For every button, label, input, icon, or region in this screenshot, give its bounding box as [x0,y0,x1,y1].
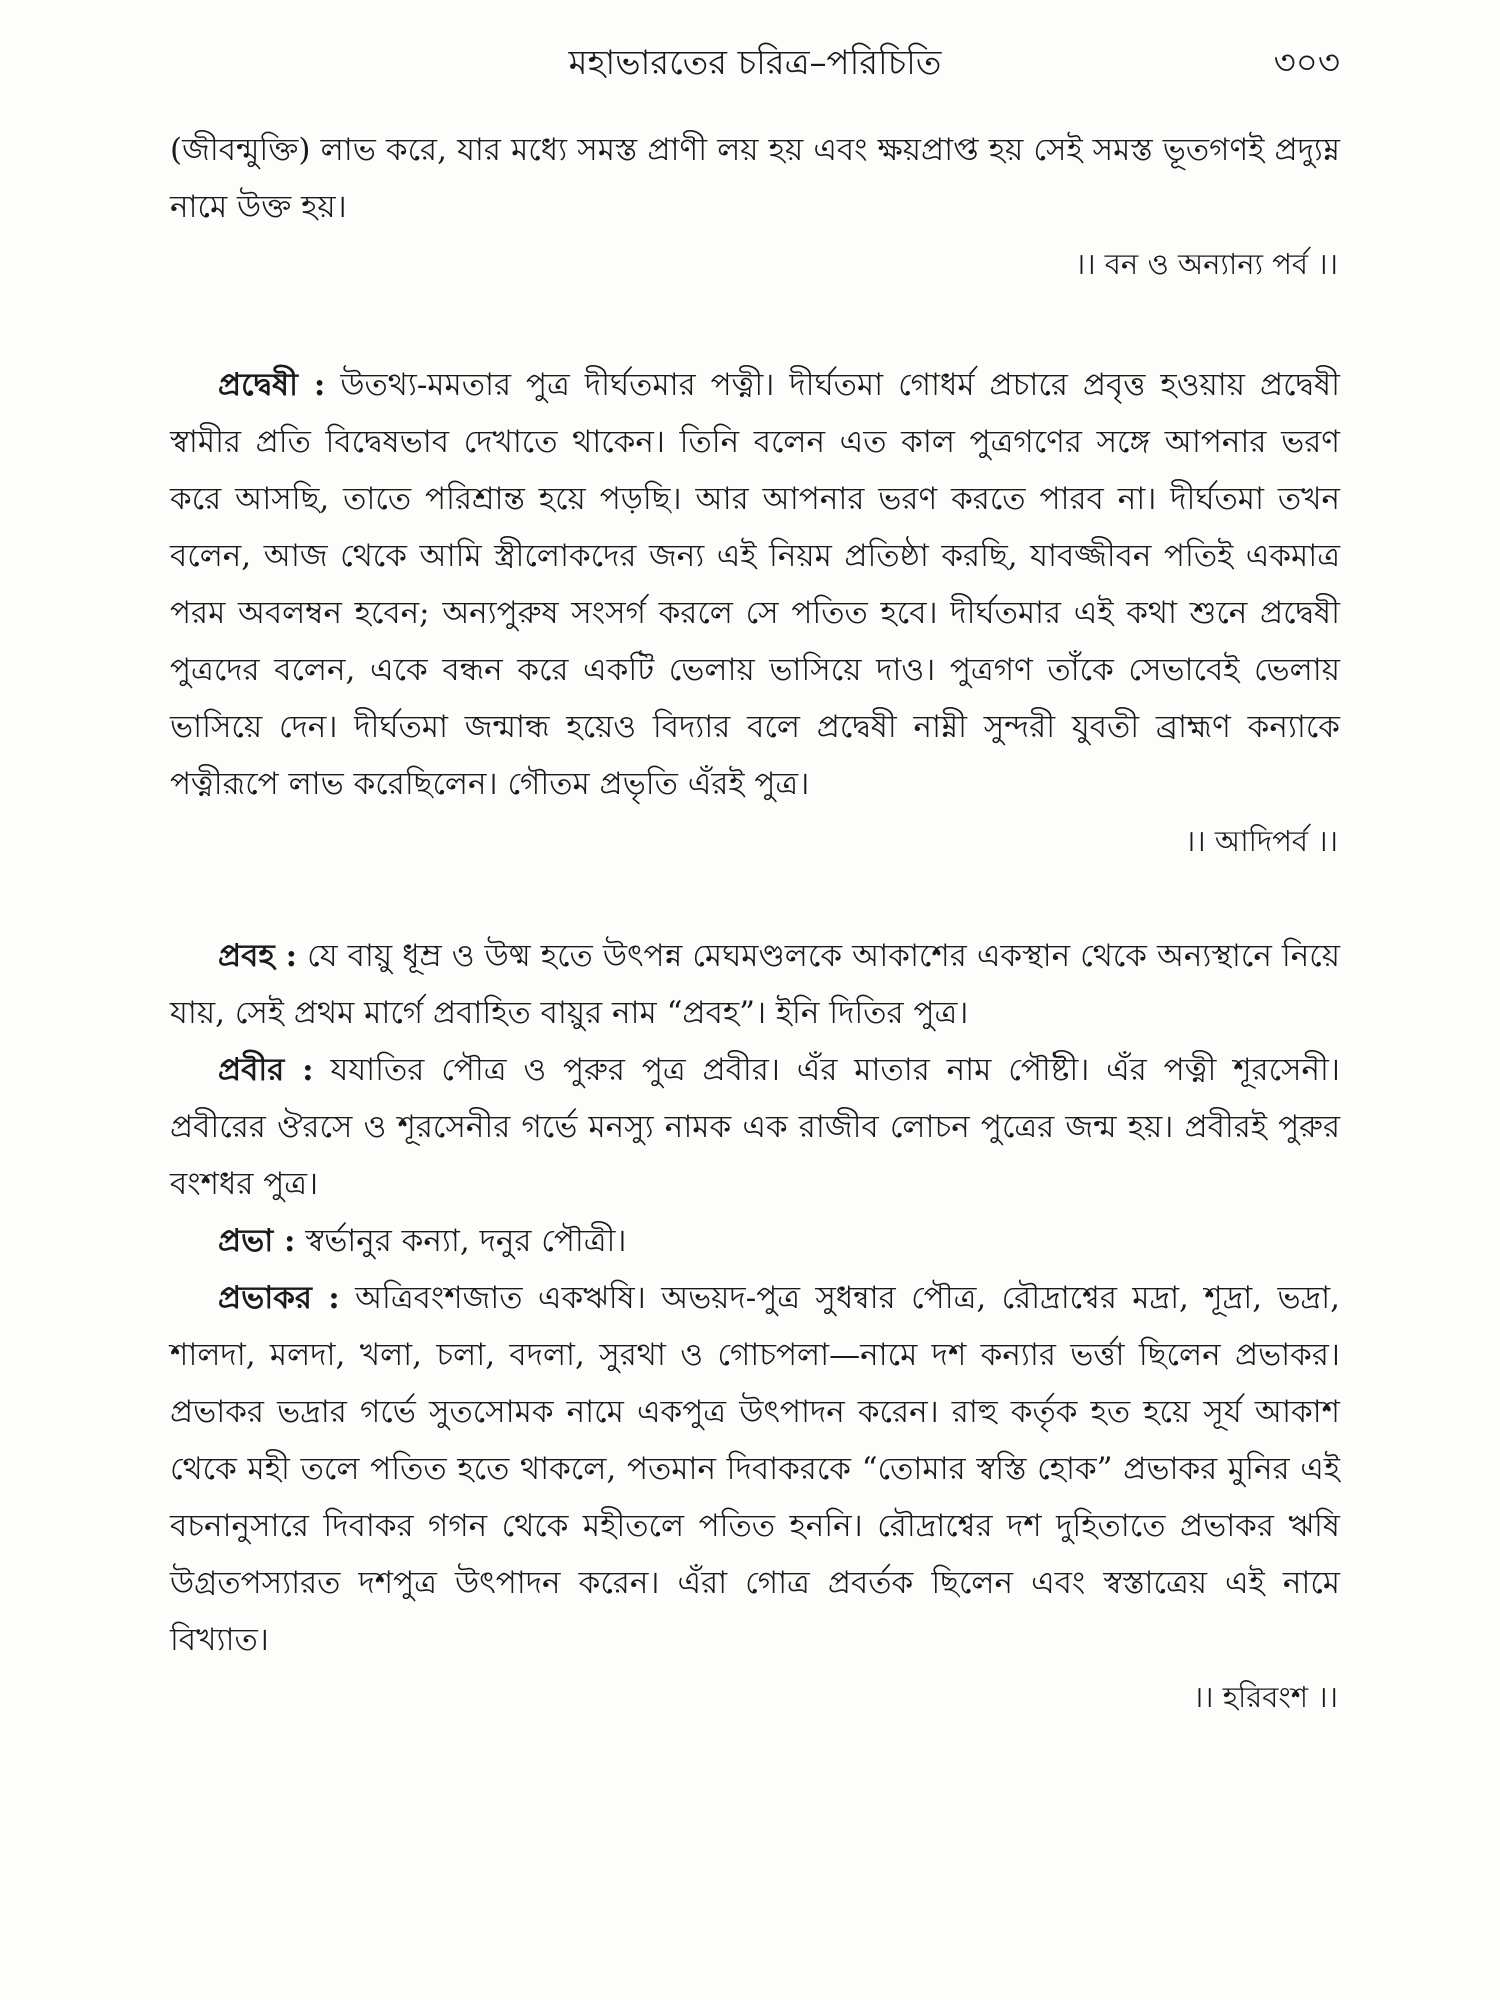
entry-text-prabhakar: অত্রিবংশজাত একঋষি। অভয়দ-পুত্র সুধন্বার পৌত্র, রৌদ্রাশ্বের মদ্রা, শূদ্রা, ভদ্রা, শালদা, মলদা, খলা, চলা, বদলা, সুরথা ও গোচপলা—নামে দশ কন্যার ভর্ত্তা ছিলেন প্রভাকর। প্রভাকর ভদ্রার গর্ভে সুতসোমক নামে একপুত্র উৎপাদন করেন। রাহু কর্তৃক হত হয়ে সূর্য আকাশ থেকে মহী তলে পতিত হতে থাকলে, পতমান দিবাকরকে “তোমার স্বস্তি হোক” প্রভাকর মুনির এই বচনানুসারে দিবাকর গগন থেকে মহীতলে পতিত হননি। রৌদ্রাশ্বের দশ দুহিতাতে প্রভাকর ঋষি উগ্রতপস্যারত দশপুত্র উৎপাদন করেন। এঁরা গোত্র প্রবর্তক ছিলেন এবং স্বস্তাত্রেয় এই নামে বিখ্যাত। [170,1280,1340,1658]
entry-prabha [170,1213,1340,1270]
headword-prabhakar: প্রভাকর : [218,1280,340,1316]
entry-praveer [170,1042,1340,1213]
headword-prabha: প্রভা : [218,1223,296,1259]
entry-text-prabha: স্বর্ভানুর কন্যা, দনুর পৌত্রী। [295,1223,627,1259]
entry-pradveshi [170,357,1340,813]
source-citation-adi-parva: ।। আদিপর্ব ।। [1184,824,1338,858]
running-title: মহাভারতের চরিত্র–পরিচিতি [568,43,942,83]
entry-text-pravaha: যে বায়ু ধূম্র ও উষ্ম হতে উৎপন্ন মেঘমণ্ডলকে আকাশের একস্থান থেকে অন্যস্থানে নিয়ে যায়, সেই প্রথম মার্গে প্রবাহিত বায়ুর নাম “প্রবহ”। ইনি দিতির পুত্র। [170,938,1340,1031]
headword-pravaha: প্রবহ : [218,938,298,974]
entry-prabhakar [170,1270,1340,1669]
source-citation-harivamsha: ।। হরিবংশ ।। [1192,1680,1338,1714]
entry-text-praveer: যযাতির পৌত্র ও পুরুর পুত্র প্রবীর। এঁর মাতার নাম পৌষ্টী। এঁর পত্নী শূরসেনী। প্রবীরের ঔরসে ও শূরসেনীর গর্ভে মনস্যু নামক এক রাজীব লোচন পুত্রের জন্ম হয়। প্রবীরই পুরুর বংশধর পুত্র। [170,1052,1340,1202]
continuation-paragraph: (জীবন্মুক্তি) লাভ করে, যার মধ্যে সমস্ত প্রাণী লয় হয় এবং ক্ষয়প্রাপ্ত হয় সেই সমস্ত ভূতগণই প্রদ্যুম্ন নামে উক্ত হয়। [170,132,1340,225]
section-gap [170,870,1340,928]
body-text [170,122,1340,1726]
entry-pravaha [170,928,1340,1042]
section-gap [170,293,1340,357]
headword-pradveshi: প্রদ্বেষী : [218,367,326,403]
running-header [170,38,1340,88]
source-citation-bana-parva: ।। বন ও অন্যান্য পর্ব ।। [1074,247,1338,281]
headword-praveer: প্রবীর : [218,1052,314,1088]
entry-text-pradveshi: উতথ্য-মমতার পুত্র দীর্ঘতমার পত্নী। দীর্ঘতমা গোধর্ম প্রচারে প্রবৃত্ত হওয়ায় প্রদ্বেষী স্বামীর প্রতি বিদ্বেষভাব দেখাতে থাকেন। তিনি বলেন এত কাল পুত্রগণের সঙ্গে আপনার ভরণ করে আসছি, তাতে পরিশ্রান্ত হয়ে পড়ছি। আর আপনার ভরণ করতে পারব না। দীর্ঘতমা তখন বলেন, আজ থেকে আমি স্ত্রীলোকদের জন্য এই নিয়ম প্রতিষ্ঠা করছি, যাবজ্জীবন পতিই একমাত্র পরম অবলম্বন হবেন; অন্যপুরুষ সংসর্গ করলে সে পতিত হবে। দীর্ঘতমার এই কথা শুনে প্রদ্বেষী পুত্রদের বলেন, একে বন্ধন করে একটি ভেলায় ভাসিয়ে দাও। পুত্রগণ তাঁকে সেভাবেই ভেলায় ভাসিয়ে দেন। দীর্ঘতমা জন্মান্ধ হয়েও বিদ্যার বলে প্রদ্বেষী নাম্নী সুন্দরী যুবতী ব্রাহ্মণ কন্যাকে পত্নীরূপে লাভ করেছিলেন। গৌতম প্রভৃতি এঁরই পুত্র। [170,367,1341,802]
page-number: ৩০৩ [1273,43,1340,83]
